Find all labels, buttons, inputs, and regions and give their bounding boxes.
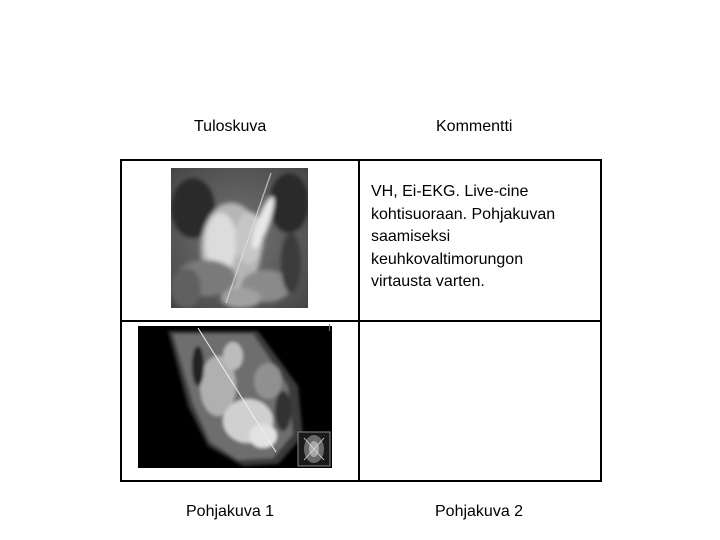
footer-base-image-2: Pohjakuva 2 (435, 503, 524, 520)
comment-text (371, 181, 601, 294)
comment-line: keuhkovaltimorungon (371, 250, 524, 268)
tick-mark (329, 324, 330, 331)
header-result-image: Tuloskuva (194, 118, 267, 135)
header-comment: Kommentti (436, 118, 513, 135)
comment-line: kohtisuoraan. Pohjakuvan (371, 205, 556, 223)
base-mri-image-1 (138, 326, 332, 468)
footer-base-image-1: Pohjakuva 1 (186, 503, 275, 520)
comment-line: VH, Ei-EKG. Live-cine (371, 183, 529, 200)
result-mri-image (171, 168, 308, 308)
grid-horizontal-divider (120, 320, 601, 322)
comment-line: virtausta varten. (371, 273, 485, 290)
comment-line: saamiseksi (371, 228, 451, 245)
